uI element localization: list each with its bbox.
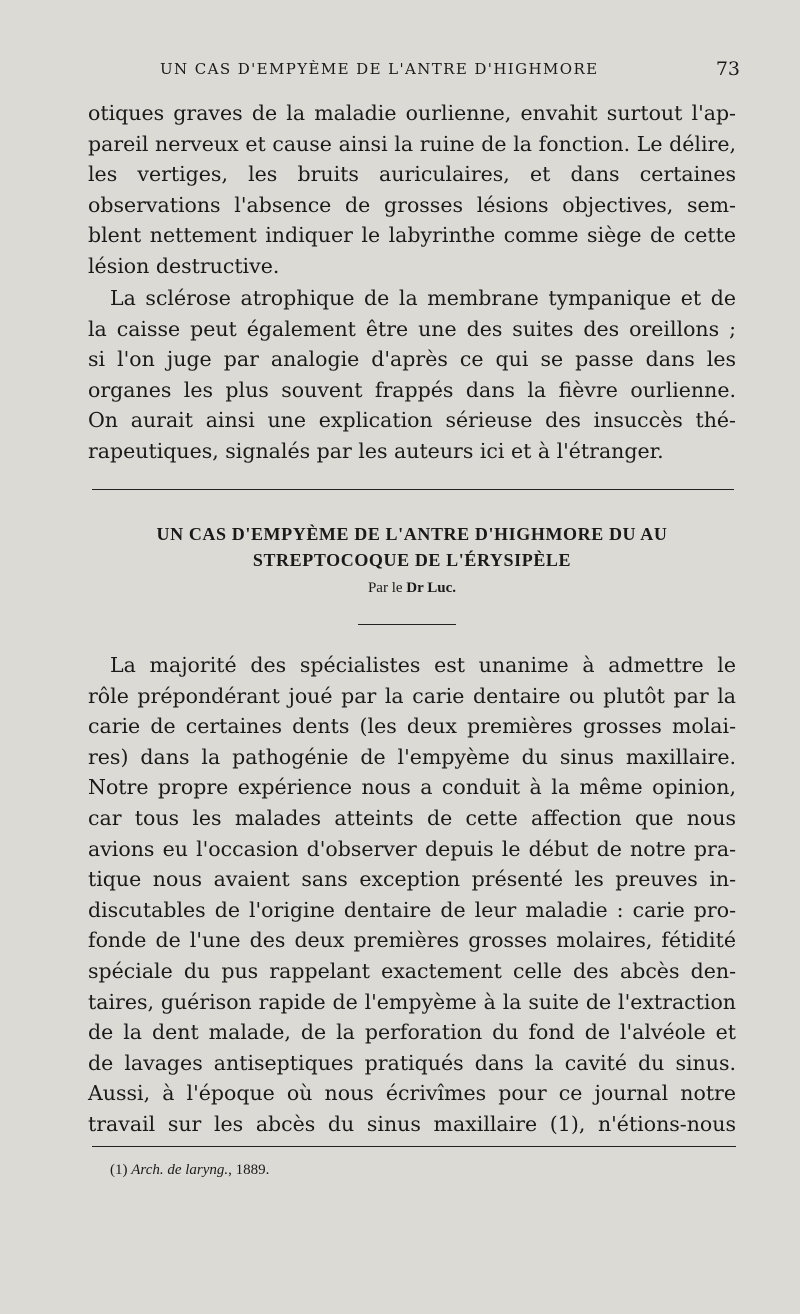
article-title-line-2: STREPTOCOQUE DE L'ÉRYSIPÈLE	[252, 550, 572, 570]
text-line: otiques graves de la maladie ourlienne, envahit surtout l'ap-	[88, 101, 736, 125]
text-line: discutables de l'origine dentaire de leur maladie : carie pro-	[88, 897, 736, 922]
previous-article-paragraph-1	[88, 98, 736, 282]
running-title: UN CAS D'EMPYÈME DE L'ANTRE D'HIGHMORE	[160, 60, 599, 78]
page-number: 73	[715, 58, 740, 80]
text-line: On aurait ainsi une explication sérieuse des insuccès thé-	[88, 408, 736, 433]
article-byline	[88, 580, 736, 597]
text-line: blent nettement indiquer le labyrinthe comme siège de cette	[88, 223, 736, 248]
text-line: travail sur les abcès du sinus maxillaire (1), n'étions-nous	[88, 1111, 736, 1136]
text-line: taires, guérison rapide de l'empyème à la suite de l'extraction	[88, 989, 736, 1014]
footnote-marker: (1)	[110, 1162, 128, 1178]
text-line: spéciale du pus rappelant exactement celle des abcès den-	[88, 958, 736, 983]
previous-article-paragraph-2	[88, 283, 736, 467]
text-line: si l'on juge par analogie d'après ce qui se passe dans les	[88, 347, 736, 372]
text-line: tique nous avaient sans exception présenté les preuves in-	[88, 867, 736, 892]
text-line: de la dent malade, de la perforation du fond de l'alvéole et	[88, 1020, 736, 1045]
footnote-year: , 1889.	[228, 1162, 270, 1178]
text-line: carie de certaines dents (les deux premières grosses molai-	[88, 714, 736, 739]
text-line: Notre propre expérience nous a conduit à la même opinion,	[88, 775, 736, 800]
article-body	[88, 650, 736, 1140]
text-line: pareil nerveux et cause ainsi la ruine de la fonction. Le délire,	[88, 131, 736, 156]
text-line: La majorité des spécialistes est unanime à admettre le	[110, 653, 736, 677]
footnote-source: Arch. de laryng.	[131, 1162, 229, 1178]
text-line: Aussi, à l'époque où nous écrivîmes pour ce journal notre	[88, 1081, 736, 1106]
text-line: fonde de l'une des deux premières grosses molaires, fétidité	[88, 928, 736, 953]
article-separator-rule	[92, 489, 734, 490]
footnote	[110, 1162, 269, 1179]
text-line: La sclérose atrophique de la membrane tympanique et de	[110, 286, 736, 310]
text-line: lésion destructive.	[88, 253, 280, 278]
text-line: avions eu l'occasion d'observer depuis le début de notre pra-	[88, 836, 736, 861]
text-line: observations l'absence de grosses lésions objectives, sem-	[88, 192, 736, 217]
text-line: organes les plus souvent frappés dans la fièvre ourlienne.	[88, 377, 736, 402]
text-line: res) dans la pathogénie de l'empyème du sinus maxillaire.	[88, 744, 736, 769]
byline-prefix: Par le	[367, 580, 403, 596]
text-line: car tous les malades atteints de cette affection que nous	[88, 805, 736, 830]
byline-author: Dr Luc.	[406, 580, 457, 596]
text-line: rapeutiques, signalés par les auteurs ici et à l'étranger.	[88, 438, 664, 463]
text-line: de lavages antiseptiques pratiqués dans la cavité du sinus.	[88, 1050, 736, 1075]
text-line: la caisse peut également être une des suites des oreillons ;	[88, 316, 736, 341]
text-line: les vertiges, les bruits auriculaires, et dans certaines	[88, 162, 736, 187]
footnote-rule	[92, 1146, 736, 1147]
text-line: rôle prépondérant joué par la carie dentaire ou plutôt par la	[88, 683, 736, 708]
byline-short-rule	[358, 624, 456, 625]
article-title-line-1: UN CAS D'EMPYÈME DE L'ANTRE D'HIGHMORE DU AU	[156, 524, 668, 544]
